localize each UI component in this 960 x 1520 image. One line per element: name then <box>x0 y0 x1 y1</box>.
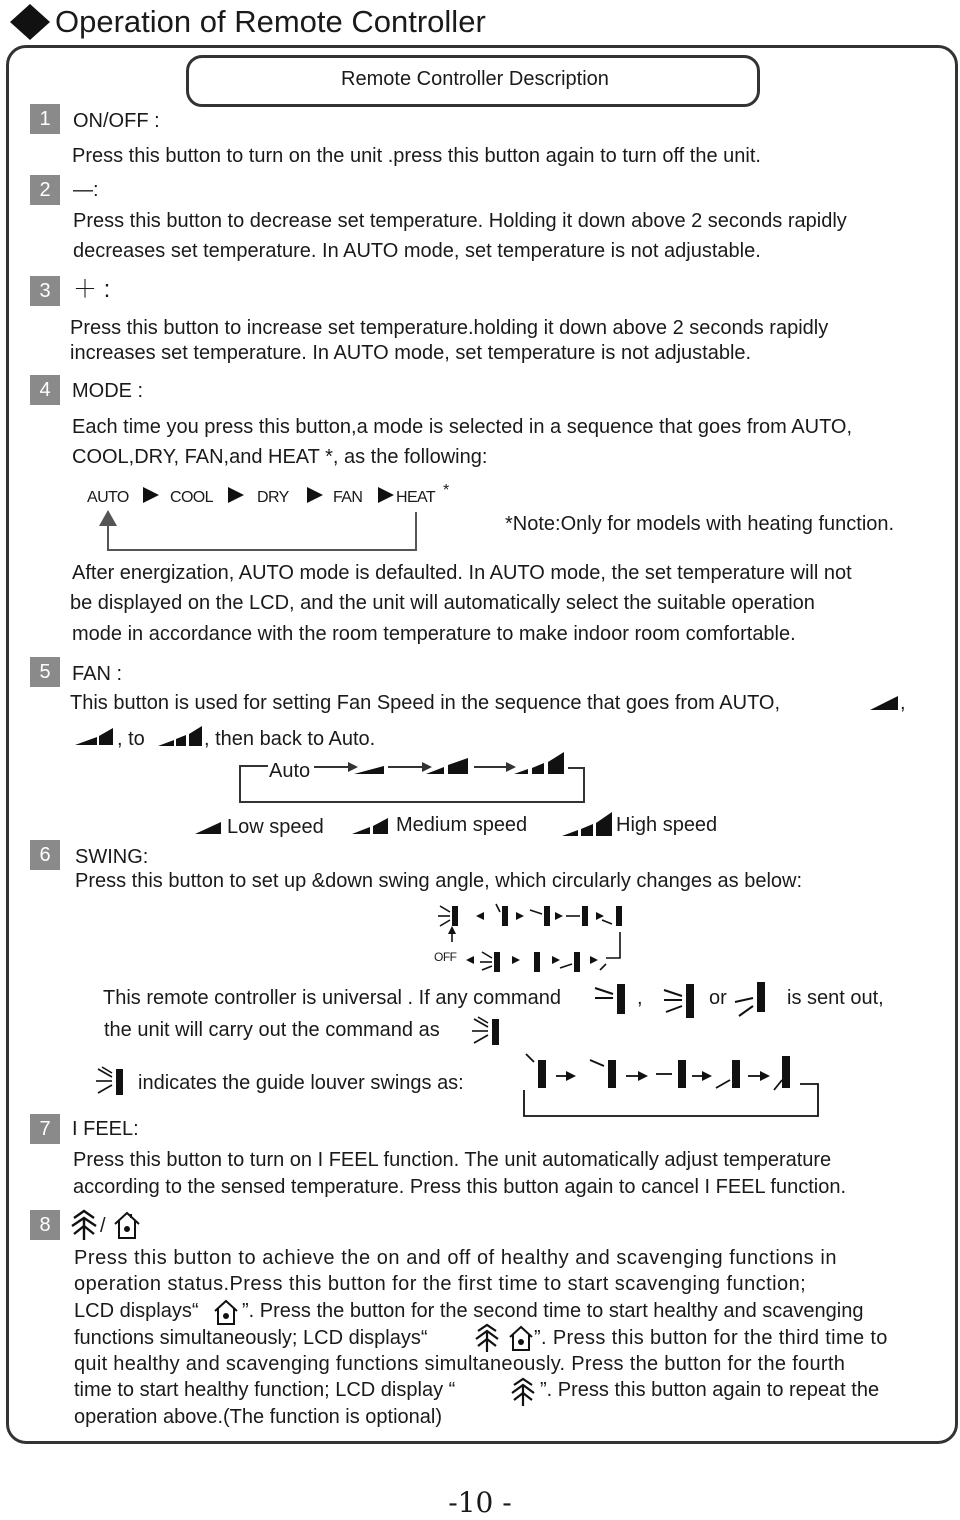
item-label-mode: MODE : <box>72 380 144 402</box>
item-text: Press this button to turn on the unit .press this button again to turn off the unit. <box>72 145 761 167</box>
arrow-right-icon <box>307 487 323 503</box>
healthy-tree-icon <box>70 1208 98 1240</box>
high-speed-label: High speed <box>616 814 718 836</box>
swing-mid-icon <box>662 980 700 1020</box>
swing-down-icon <box>593 980 631 1016</box>
heat-asterisk: * <box>443 482 450 499</box>
item-label-plus: ＋ : <box>73 276 111 303</box>
item-label-onoff: ON/OFF : <box>73 110 160 132</box>
mode-loop-line <box>98 510 428 555</box>
fan-low-icon <box>870 696 898 710</box>
item-number: 2 <box>30 175 60 205</box>
mode-auto: AUTO <box>87 489 129 506</box>
page-number: -10 - <box>448 1486 512 1519</box>
scavenging-house-icon <box>508 1324 534 1352</box>
arrow-right-icon <box>143 487 159 503</box>
swing-up-icon <box>733 980 771 1020</box>
fan-high-icon <box>158 722 202 746</box>
item-text: operation above.(The function is optional) <box>74 1406 443 1428</box>
item-text: operation status.Press this button for the first time to start scavenging function; <box>74 1273 807 1295</box>
item-number: 8 <box>30 1210 60 1240</box>
item-text: ”. Press this button for the third time to <box>534 1327 888 1349</box>
item-text: the unit will carry out the command as <box>104 1019 440 1041</box>
healthy-tree-icon <box>474 1322 500 1352</box>
fan-comma: , <box>900 692 906 714</box>
item-text: according to the sensed temperature. Press this button again to cancel I FEEL function. <box>73 1176 847 1198</box>
page-title: Operation of Remote Controller <box>55 4 486 39</box>
item-text: quit healthy and scavenging functions simultaneously. Press the button for the fourth <box>74 1353 846 1375</box>
item-number: 3 <box>30 276 60 306</box>
item-text: ”. Press this button again to repeat the <box>540 1379 880 1401</box>
arrow-right-icon <box>378 487 394 503</box>
item-label-slash: / <box>100 1215 106 1237</box>
scavenging-house-icon <box>213 1298 239 1326</box>
fan-to: , to <box>117 728 145 750</box>
item-text: ”. Press the button for the second time to start healthy and scavenging <box>242 1300 864 1322</box>
item-number: 1 <box>30 104 60 134</box>
item-text: Press this button to achieve the on and off of healthy and scavenging functions in <box>74 1247 837 1269</box>
item-text: increases set temperature. In AUTO mode, set temperature is not adjustable. <box>70 342 752 364</box>
low-speed-label: Low speed <box>227 816 324 838</box>
item-label-swing: SWING: <box>75 846 149 868</box>
mode-fan: FAN <box>333 489 363 506</box>
comma: , <box>637 987 643 1009</box>
item-text: be displayed on the LCD, and the unit will automatically select the suitable operation <box>70 592 815 614</box>
fan-medium-icon <box>352 816 388 834</box>
item-text: Press this button to set up &down swing angle, which circularly changes as below: <box>75 870 803 892</box>
swing-all-icon <box>96 1065 128 1099</box>
louver-swing-diagram <box>520 1050 825 1120</box>
healthy-tree-icon <box>510 1376 536 1406</box>
fan-auto-label: Auto <box>269 760 311 782</box>
item-text: This button is used for setting Fan Speed in the sequence that goes from AUTO, <box>70 692 781 714</box>
item-label-ifeel: I FEEL: <box>72 1118 139 1140</box>
item-label-minus: —: <box>73 179 99 201</box>
box-title: Remote Controller Description <box>341 68 609 90</box>
item-text: This remote controller is universal . If any command <box>103 987 561 1009</box>
fan-low-icon <box>195 822 221 834</box>
fan-medium-icon <box>75 727 113 745</box>
item-text: functions simultaneously; LCD displays“ <box>74 1327 428 1349</box>
item-text: LCD displays“ <box>74 1300 199 1322</box>
scavenging-house-icon <box>113 1210 141 1240</box>
mode-dry: DRY <box>257 489 289 506</box>
fan-then: , then back to Auto. <box>204 728 376 750</box>
sent-out-text: is sent out, <box>787 987 884 1009</box>
swing-cycle-diagram <box>430 900 630 975</box>
item-text: decreases set temperature. In AUTO mode, set temperature is not adjustable. <box>73 240 761 262</box>
swing-off-label: OFF <box>434 950 457 964</box>
mode-cool: COOL <box>170 489 213 506</box>
item-number: 7 <box>30 1114 60 1144</box>
item-number: 4 <box>30 375 60 405</box>
item-text: Press this button to decrease set temperature. Holding it down above 2 seconds rapidly <box>73 210 847 232</box>
diamond-icon <box>10 4 50 40</box>
item-text: After energization, AUTO mode is defaulted. In AUTO mode, the set temperature will not <box>72 562 852 584</box>
swing-all-icon <box>472 1015 504 1049</box>
or-text: or <box>709 987 727 1009</box>
mode-note: *Note:Only for models with heating function. <box>505 513 895 535</box>
item-text: time to start healthy function; LCD display “ <box>74 1379 456 1401</box>
item-number: 6 <box>30 840 60 870</box>
item-label-fan: FAN : <box>72 663 123 685</box>
fan-high-icon <box>562 810 612 836</box>
item-text: Each time you press this button,a mode is selected in a sequence that goes from AUTO, <box>72 416 853 438</box>
item-number: 5 <box>30 657 60 687</box>
arrow-right-icon <box>228 487 244 503</box>
item-text: COOL,DRY, FAN,and HEAT *, as the following: <box>72 446 488 468</box>
item-text: indicates the guide louver swings as: <box>138 1072 464 1094</box>
mode-heat: HEAT <box>396 489 436 506</box>
item-text: mode in accordance with the room temperature to make indoor room comfortable. <box>72 623 796 645</box>
fan-sequence-diagram <box>238 750 588 806</box>
medium-speed-label: Medium speed <box>396 814 528 836</box>
item-text: Press this button to turn on I FEEL function. The unit automatically adjust temperature <box>73 1149 832 1171</box>
item-text: Press this button to increase set temperature.holding it down above 2 seconds rapidly <box>70 317 829 339</box>
